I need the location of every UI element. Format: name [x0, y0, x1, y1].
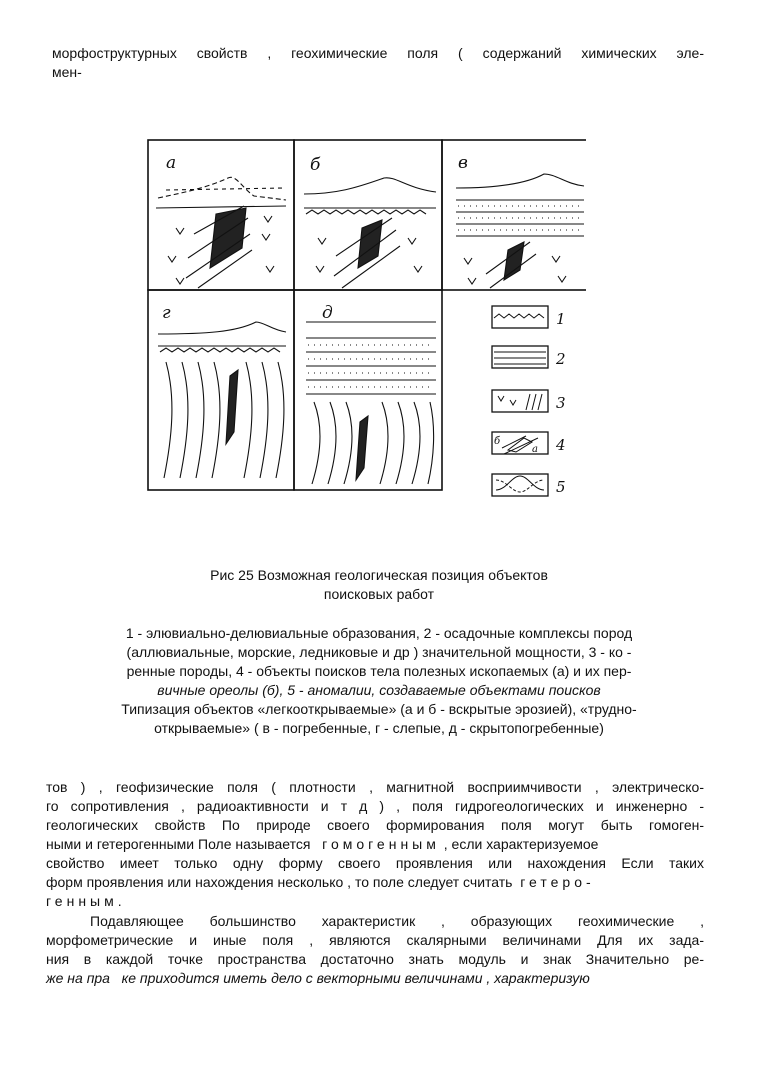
legend-number-1: 1 — [556, 310, 566, 328]
text-fragment: ными и гетерогенными Поле называется — [46, 836, 311, 852]
panel-b-drawing — [304, 178, 436, 288]
body-paragraph-2 — [46, 912, 704, 988]
panel-g-drawing — [158, 322, 286, 478]
legend-line: вичные ореолы (б), 5 - аномалии, создаваемые объектами поисков — [157, 682, 601, 698]
panel-a-drawing — [156, 177, 286, 288]
panel-label-a: а — [166, 153, 177, 173]
legend-box-2 — [492, 346, 548, 368]
text-fragment: же на пра — [46, 970, 110, 986]
legend-line: Типизация объектов «легкооткрываемые» (а и б - вскрытые эрозией), «трудно- — [121, 701, 637, 717]
top-paragraph — [52, 44, 704, 82]
text-line — [46, 873, 704, 892]
text-fragment: ке приходится иметь дело с векторными величинами , характеризую — [121, 970, 590, 986]
term-heterogeneous: гетеро- — [520, 874, 595, 890]
figure-caption-legend — [0, 624, 758, 738]
figure-caption-title — [0, 566, 758, 604]
panel-d-frame — [294, 290, 442, 490]
text-line: свойство имеет только одну форму своего проявления или нахождения Если таких — [46, 855, 704, 871]
legend-box-5 — [492, 474, 548, 496]
panel-v-drawing — [456, 174, 584, 288]
legend-number-5: 5 — [556, 478, 566, 496]
panel-label-v: в — [458, 153, 468, 173]
legend-box-1 — [492, 306, 548, 328]
body-paragraph-1 — [46, 778, 704, 911]
text-fragment: , если характеризуемое — [443, 836, 599, 852]
text-line — [46, 969, 704, 988]
text-line: морфоструктурных свойств , геохимические поля ( содержаний химических эле- — [52, 45, 704, 61]
legend-boxes — [492, 306, 548, 496]
term-homogeneous: гомогенным — [322, 836, 440, 852]
panel-d-drawing — [306, 322, 436, 484]
legend-line: ренные породы, 4 - объекты поисков тела полезных ископаемых (а) и их пер- — [126, 663, 632, 679]
text-line: тов ) , геофизические поля ( плотности , магнитной восприимчивости , электрическо- — [46, 779, 704, 795]
text-line: ния в каждой точке пространства достаточно знать модуль и знак Значительно ре- — [46, 951, 704, 967]
text-line: морфометрические и иные поля , являются скалярными величинами Для их зада- — [46, 932, 704, 948]
legend-inner-label-a: а — [532, 444, 538, 455]
panel-label-g: г — [162, 303, 171, 323]
geologic-figure — [146, 138, 586, 510]
legend-number-3: 3 — [556, 394, 566, 412]
text-fragment: форм проявления или нахождения несколько , то поле следует считать — [46, 874, 513, 890]
legend-box-4 — [492, 432, 548, 454]
term-heterogeneous-end: генным. — [46, 893, 126, 909]
panel-label-b: б — [310, 155, 321, 175]
legend-inner-label-b: б — [494, 436, 501, 447]
legend-line: 1 - элювиально-делювиальные образования, 2 - осадочные комплексы пород — [125, 625, 633, 641]
legend-number-2: 2 — [556, 350, 566, 368]
text-line: мен- — [52, 64, 82, 80]
legend-line: открываемые» ( в - погребенные, г - слепые, д - скрытопогребенные) — [154, 720, 604, 736]
caption-line: поисковых работ — [323, 586, 435, 602]
legend-line: (аллювиальные, морские, ледниковые и др ) значительной мощности, 3 - ко - — [126, 644, 632, 660]
text-line: геологических свойств По природе своего формирования поля могут быть гомоген- — [46, 817, 704, 833]
caption-line: Рис 25 Возможная геологическая позиция объектов — [210, 567, 548, 583]
text-line: го сопротивления , радиоактивности и т д ) , поля гидрогеологических и инженерно - — [46, 798, 704, 814]
panel-label-d: д — [322, 303, 333, 323]
legend-box-3 — [492, 390, 548, 412]
text-line: Подавляющее большинство характеристик , образующих геохимические , — [90, 913, 704, 929]
text-line — [46, 835, 704, 854]
legend-number-4: 4 — [556, 436, 566, 454]
